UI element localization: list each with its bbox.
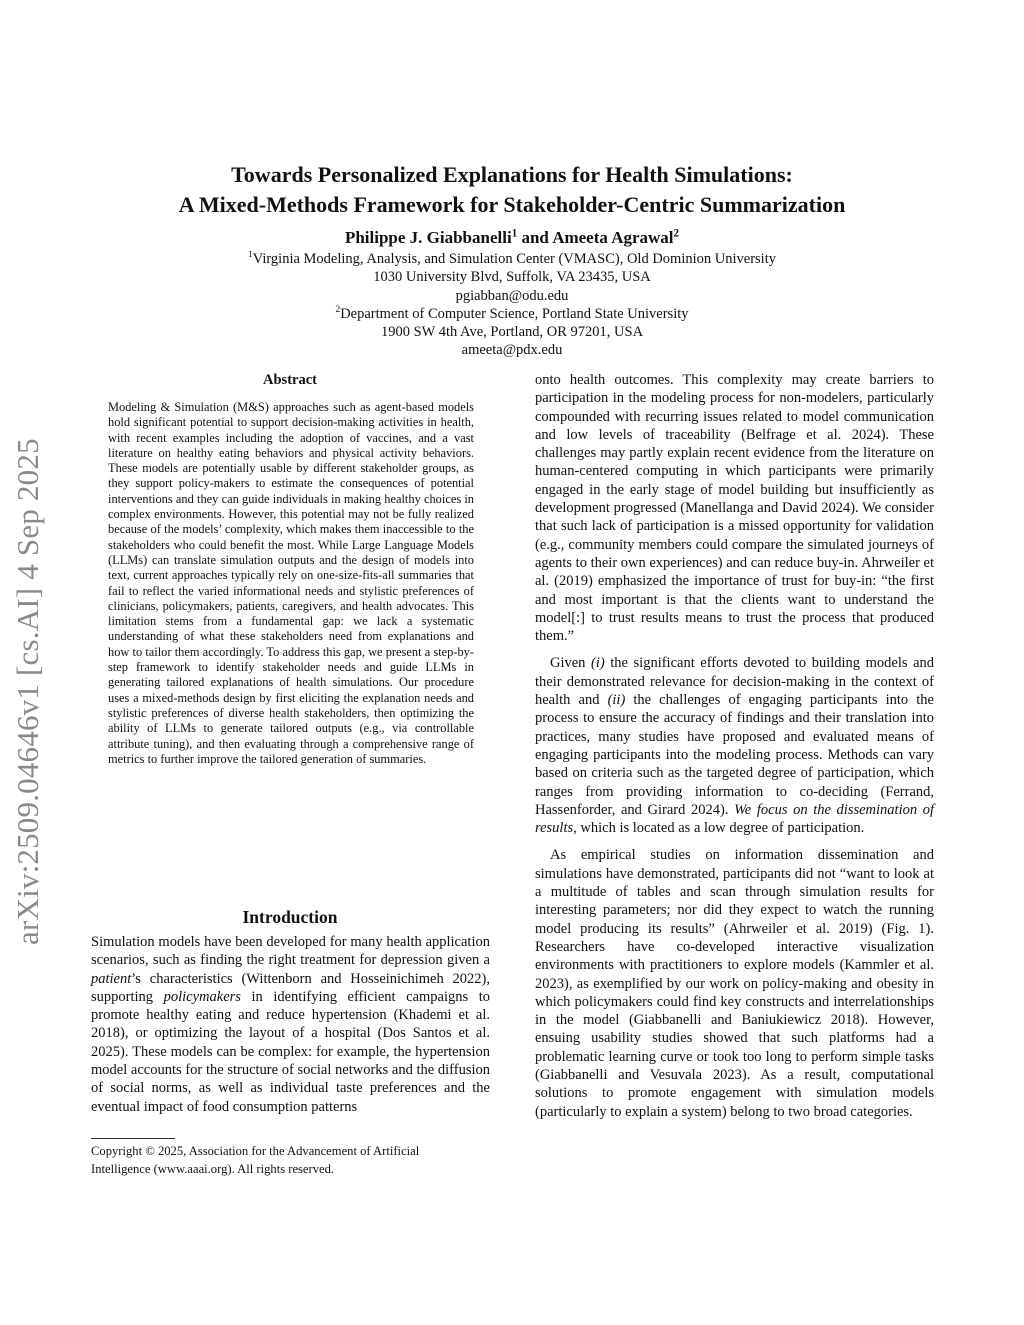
author-1-affiliation-mark: 1 <box>511 227 518 240</box>
author-2: Ameeta Agrawal <box>552 228 674 247</box>
affiliations <box>0 250 1024 360</box>
introduction-paragraph: Simulation models have been developed for many health application scenarios, such as finding the right treatment for depression given a patient’s characteristics (Wittenborn and Hosseinichimeh 2022), supporting policymakers in identifying efficient campaigns to promote healthy eating and reduce hypertension (Khademi et al. 2018), or optimizing the layout of a hospital (Dos Santos et al. 2025). These models can be complex: for example, the hypertension model accounts for the structure of social networks and the diffusion of social norms, as well as individual taste preferences and the eventual impact of food consumption patterns <box>91 934 491 1115</box>
emphasis-patient: patient <box>91 970 132 987</box>
title-line-1: Towards Personalized Explanations for Health Simulations: <box>231 162 793 187</box>
right-paragraph-2: Given (i) the significant efforts devoted to building models and their demonstrated relevance for decision-making in the context of health and (ii) the challenges of engaging participants into the process to ensure the accuracy of findings and their translation into practices, many studies have proposed and evaluated means of engaging participants into the modeling process. Methods can vary based on criteria such as the targeted degree of participation, which ranges from providing information to co-deciding (Ferrand, Hassenforder, and Girard 2024). We focus on the dissemination of results, which is located as a low degree of participation. <box>535 655 935 837</box>
arxiv-identifier: arXiv:2509.04646v1 [cs.AI] 4 Sep 2025 <box>10 438 45 945</box>
right-column <box>535 371 934 1121</box>
affiliation-1-email: pgiabban@odu.edu <box>455 287 569 304</box>
footnote-rule <box>91 1138 175 1139</box>
affiliation-1-address: 1030 University Blvd, Suffolk, VA 23435, USA <box>373 269 651 286</box>
affiliation-2-email: ameeta@pdx.edu <box>461 342 563 359</box>
title-line-2: A Mixed-Methods Framework for Stakeholder-Centric Summarization <box>178 192 846 217</box>
introduction-heading: Introduction <box>242 907 338 927</box>
affiliation-2-name: $^2$Department of Computer Science, Portland State University <box>335 305 689 322</box>
affiliation-2-address: 1900 SW 4th Ave, Portland, OR 97201, USA <box>380 324 644 341</box>
affiliation-2-mark: 2 <box>335 305 341 316</box>
emphasis-ii: (ii) <box>607 692 626 709</box>
affiliation-1-name: $^1$Virginia Modeling, Analysis, and Simulation Center (VMASC), Old Dominion University <box>248 250 776 267</box>
author-list <box>0 227 1024 249</box>
copyright-line-2: Intelligence (www.aaai.org). All rights reserved. <box>91 1161 335 1176</box>
affiliation-1-mark: 1 <box>248 250 253 261</box>
emphasis-policymakers: policymakers <box>163 988 241 1005</box>
paper-title <box>0 160 1024 220</box>
right-paragraph-1: onto health outcomes. This complexity may create barriers to participation in the modeling process for non-modelers, particularly compounded with recurring issues related to model communication and low levels of traceability (Belfrage et al. 2024). These challenges may partly explain recent evidence from the literature on human-centered computing in which participants were primarily engaged in the early stage of model building but insufficiently as development progressed (Manellanga and David 2024). We consider that such lack of participation is a missed opportunity for validation (e.g., community members could compare the simulated journeys of agents to their own experiences) and can reduce buy-in. Ahrweiler et al. (2019) emphasized the importance of trust for buy-in: “the first and most important is that the clients want to understand the model[:] to trust results means to trust the process that produced them.” <box>535 372 934 645</box>
author-conjunction: and <box>517 228 553 247</box>
copyright-notice <box>91 1143 490 1178</box>
abstract-heading: Abstract <box>263 372 317 388</box>
copyright-line-1: Copyright © 2025, Association for the Advancement of Artificial <box>91 1144 420 1158</box>
right-paragraph-3: As empirical studies on information dissemination and simulations have demonstrated, participants did not “want to look at a multitude of tables and scan through simulation results for interesting parameters; nor did they expect to watch the running model producing its results” (Ahrweiler et al. 2019) (Fig. 1). Researchers have co-developed interactive visualization environments with practitioners to explore models (Kammler et al. 2023), as exemplified by our work on policy-making and obesity in which policymakers could find key constructs and interrelationships in the model (Giabbanelli and Baniukiewicz 2018). However, ensuing usability studies showed that such platforms had a problematic learning curve or took too long to perform simple tasks (Giabbanelli and Vesuvala 2023). As a result, computational solutions to promote engagement with simulation models (particularly to explain a system) belong to two broad categories. <box>535 847 934 1120</box>
emphasis-focus: We focus on the dissemination of results <box>535 801 935 837</box>
author-1: Philippe J. Giabbanelli <box>344 228 512 247</box>
abstract-text: Modeling & Simulation (M&S) approaches such as agent-based models hold significant potential to support decision-making activities in health, with recent examples including the adoption of vaccines, and a vast literature on healthy eating behaviors and physical activity behaviors. These models are potentially usable by different stakeholder groups, as they support policy-makers to estimate the consequences of potential interventions and they can guide individuals in making healthy choices in complex environments. However, this potential may not be fully realized because of the models’ complexity, which makes them inaccessible to the stakeholders who could benefit the most. While Large Language Models (LLMs) can translate simulation outputs and the design of models into text, current approaches typically rely on one-size-fits-all summaries that fail to reflect the varied informational needs and stylistic preferences of clinicians, policymakers, patients, caregivers, and health advocates. This limitation stems from a fundamental gap: we lack a systematic understanding of what these stakeholders need from explanations and how to tailor them accordingly. To address this gap, we present a step-by-step framework to identify stakeholder needs and guide LLMs in generating tailored explanations of health simulations. Our procedure uses a mixed-methods design by first eliciting the explanation needs and stylistic preferences of diverse health stakeholders, then optimizing the ability of LLMs to generate tailored outputs (e.g., via controllable attribute tuning), and then evaluating through a comprehensive range of metrics to further improve the tailored generation of summaries. <box>108 400 474 766</box>
author-2-affiliation-mark: 2 <box>673 227 680 240</box>
emphasis-i: (i) <box>591 655 605 672</box>
